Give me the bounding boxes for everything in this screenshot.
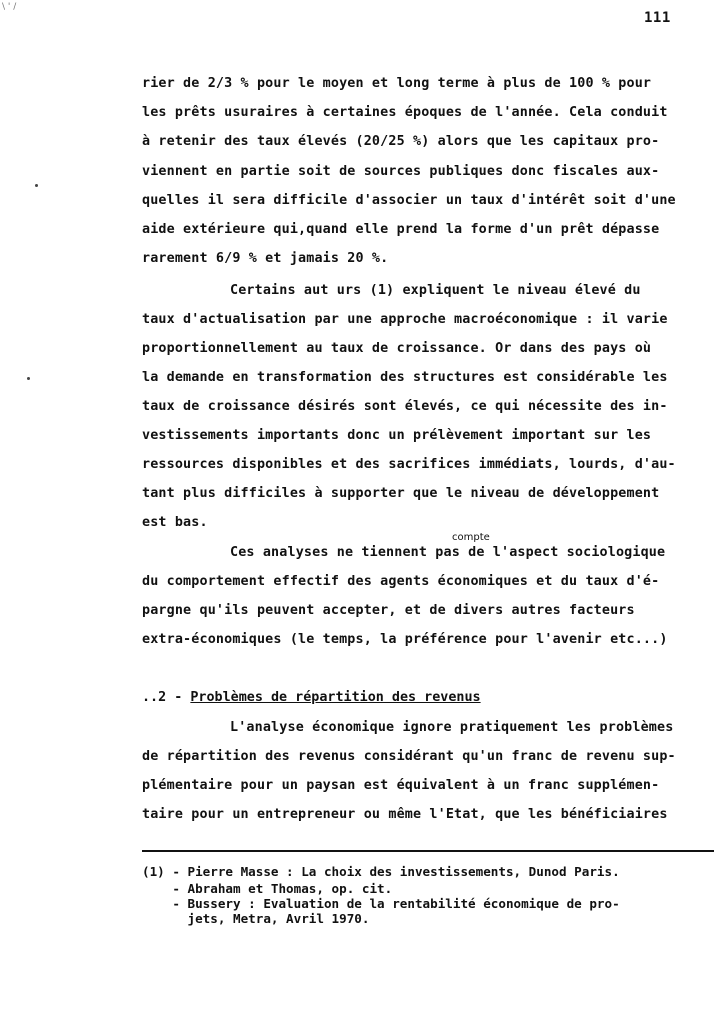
text-line: aide extérieure qui,quand elle prend la forme d'un prêt dépasse [142,222,660,237]
footnote-line: - Abraham et Thomas, op. cit. [142,881,393,896]
corner-mark: \ ' / [2,2,17,12]
text-line: taux de croissance désirés sont élevés, ce qui nécessite des in- [142,399,668,414]
footnote-divider [142,850,714,852]
text-line: extra-économiques (le temps, la préférence pour l'avenir etc...) [142,632,668,647]
scan-speck [35,184,38,187]
text-line: Certains aut urs (1) expliquent le niveau élevé du [230,283,641,298]
section-title: Problèmes de répartition des revenus [190,690,481,705]
text-line: Ces analyses ne tiennent pas de l'aspect sociologique [230,545,666,560]
text-line: la demande en transformation des structures est considérable les [142,370,668,385]
scan-speck [27,377,30,380]
text-line: les prêts usuraires à certaines époques de l'année. Cela conduit [142,105,668,120]
text-line: rier de 2/3 % pour le moyen et long terme à plus de 100 % pour [142,76,652,91]
text-line: du comportement effectif des agents économiques et du taux d'é- [142,574,660,589]
text-line: plémentaire pour un paysan est équivalent à un franc supplémen- [142,778,660,793]
section-prefix: ..2 - [142,690,191,705]
text-line: taire pour un entrepreneur ou même l'Etat, que les bénéficiaires [142,807,668,822]
text-line: de répartition des revenus considérant qu'un franc de revenu sup- [142,749,676,764]
handwritten-annotation: compte [452,532,490,543]
page-number: 111 [644,10,671,26]
text-line: taux d'actualisation par une approche macroéconomique : il varie [142,312,668,327]
section-heading [142,689,481,707]
text-line: L'analyse économique ignore pratiquement les problèmes [230,720,674,735]
text-line: proportionnellement au taux de croissance. Or dans des pays où [142,341,652,356]
text-line: vestissements importants donc un prélèvement important sur les [142,428,652,443]
text-line: rarement 6/9 % et jamais 20 %. [142,251,389,266]
text-line: est bas. [142,515,208,530]
text-line: viennent en partie soit de sources publiques donc fiscales aux- [142,164,660,179]
text-line: pargne qu'ils peuvent accepter, et de divers autres facteurs [142,603,635,618]
text-line: à retenir des taux élevés (20/25 %) alors que les capitaux pro- [142,134,660,149]
footnote-line: - Bussery : Evaluation de la rentabilité économique de pro- [142,896,620,911]
footnote-line: jets, Metra, Avril 1970. [142,911,370,926]
text-line: quelles il sera difficile d'associer un taux d'intérêt soit d'une [142,193,676,208]
text-line: tant plus difficiles à supporter que le niveau de développement [142,486,660,501]
text-line: ressources disponibles et des sacrifices immédiats, lourds, d'au- [142,457,676,472]
footnote-line: (1) - Pierre Masse : La choix des investissements, Dunod Paris. [142,864,620,879]
